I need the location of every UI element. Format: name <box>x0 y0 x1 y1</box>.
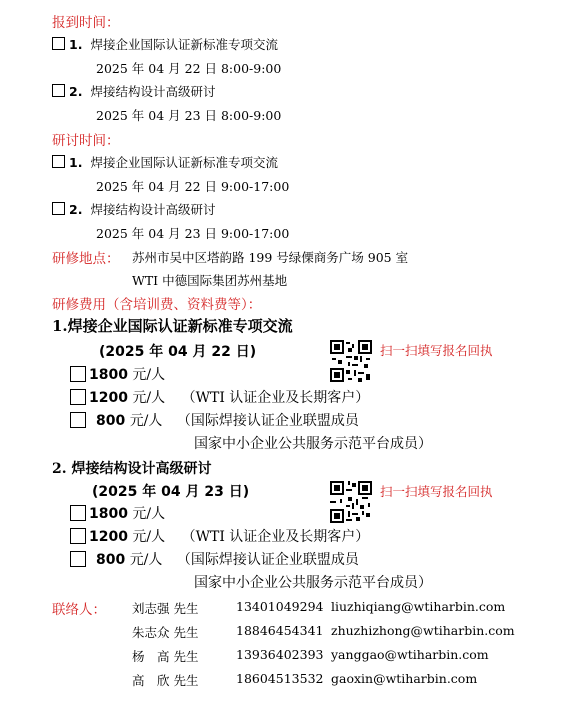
contact-name: 高 欣 先生 <box>132 673 199 688</box>
fee-course-1-title: 1.焊接企业国际认证新标准专项交流 <box>52 317 293 335</box>
checkbox-icon[interactable] <box>70 528 86 544</box>
venue-address: 苏州市吴中区塔韵路 199 号绿傈商务广场 905 室 <box>132 250 409 265</box>
fee-option-800: 800 元/人 （国际焊接认证企业联盟成员 <box>96 552 359 568</box>
qr-code-icon[interactable] <box>330 340 372 382</box>
registration-item-1: 1. 焊接企业国际认证新标准专项交流 <box>69 37 278 52</box>
fee-option-1800: 1800 元/人 <box>89 367 166 383</box>
checkbox-icon[interactable] <box>52 155 65 168</box>
checkbox-icon[interactable] <box>70 389 86 405</box>
fee-extra-note-2: 国家中小企业公共服务示范平台成员） <box>194 575 432 591</box>
seminar-heading: 研讨时间： <box>52 133 120 149</box>
fee-option-1200: 1200 元/人 （WTI 认证企业及长期客户） <box>89 529 370 545</box>
contact-name: 朱志众 先生 <box>132 625 199 640</box>
contact-email[interactable]: liuzhiqiang@wtiharbin.com <box>331 599 506 614</box>
checkbox-icon[interactable] <box>52 84 65 97</box>
scan-label-2: 扫一扫填写报名回执 <box>380 484 493 499</box>
venue-site: WTI 中德国际集团苏州基地 <box>132 273 288 288</box>
fee-course-2-title: 2. 焊接结构设计高级研讨 <box>52 461 212 477</box>
contact-name: 刘志强 先生 <box>132 601 199 616</box>
checkbox-icon[interactable] <box>70 505 86 521</box>
venue-label: 研修地点： <box>52 251 120 267</box>
contact-name: 杨 高 先生 <box>132 649 199 664</box>
fee-option-800: 800 元/人 （国际焊接认证企业联盟成员 <box>96 413 359 429</box>
fees-heading: 研修费用（含培训费、资料费等）： <box>52 297 262 313</box>
registration-item-2: 2. 焊接结构设计高级研讨 <box>69 84 216 99</box>
checkbox-icon[interactable] <box>70 366 86 382</box>
contact-phone: 13401049294 <box>236 599 324 614</box>
registration-time-1: 2025 年 04 月 22 日 8:00-9:00 <box>96 61 282 76</box>
fee-extra-note-1: 国家中小企业公共服务示范平台成员） <box>194 436 432 452</box>
contacts-label: 联络人： <box>52 602 106 618</box>
seminar-time-2: 2025 年 04 月 23 日 9:00-17:00 <box>96 226 290 241</box>
fee-option-1200: 1200 元/人 （WTI 认证企业及长期客户） <box>89 390 370 406</box>
checkbox-icon[interactable] <box>52 37 65 50</box>
fee-course-2-date: (2025 年 04 月 23 日) <box>92 484 250 500</box>
registration-time-2: 2025 年 04 月 23 日 8:00-9:00 <box>96 108 282 123</box>
scan-label-1: 扫一扫填写报名回执 <box>380 343 493 358</box>
contact-email[interactable]: gaoxin@wtiharbin.com <box>331 671 478 686</box>
seminar-time-1: 2025 年 04 月 22 日 9:00-17:00 <box>96 179 290 194</box>
contact-email[interactable]: zhuzhizhong@wtiharbin.com <box>331 623 515 638</box>
fee-option-1800: 1800 元/人 <box>89 506 166 522</box>
contact-phone: 18846454341 <box>236 623 324 638</box>
contact-phone: 18604513532 <box>236 671 324 686</box>
checkbox-icon[interactable] <box>52 202 65 215</box>
contact-phone: 13936402393 <box>236 647 324 662</box>
fee-course-1-date: (2025 年 04 月 22 日) <box>99 344 257 360</box>
seminar-item-1: 1. 焊接企业国际认证新标准专项交流 <box>69 155 278 170</box>
qr-code-icon[interactable] <box>330 481 372 523</box>
checkbox-icon[interactable] <box>70 551 86 567</box>
seminar-item-2: 2. 焊接结构设计高级研讨 <box>69 202 216 217</box>
checkbox-icon[interactable] <box>70 412 86 428</box>
contact-email[interactable]: yanggao@wtiharbin.com <box>331 647 489 662</box>
registration-heading: 报到时间： <box>52 15 120 31</box>
